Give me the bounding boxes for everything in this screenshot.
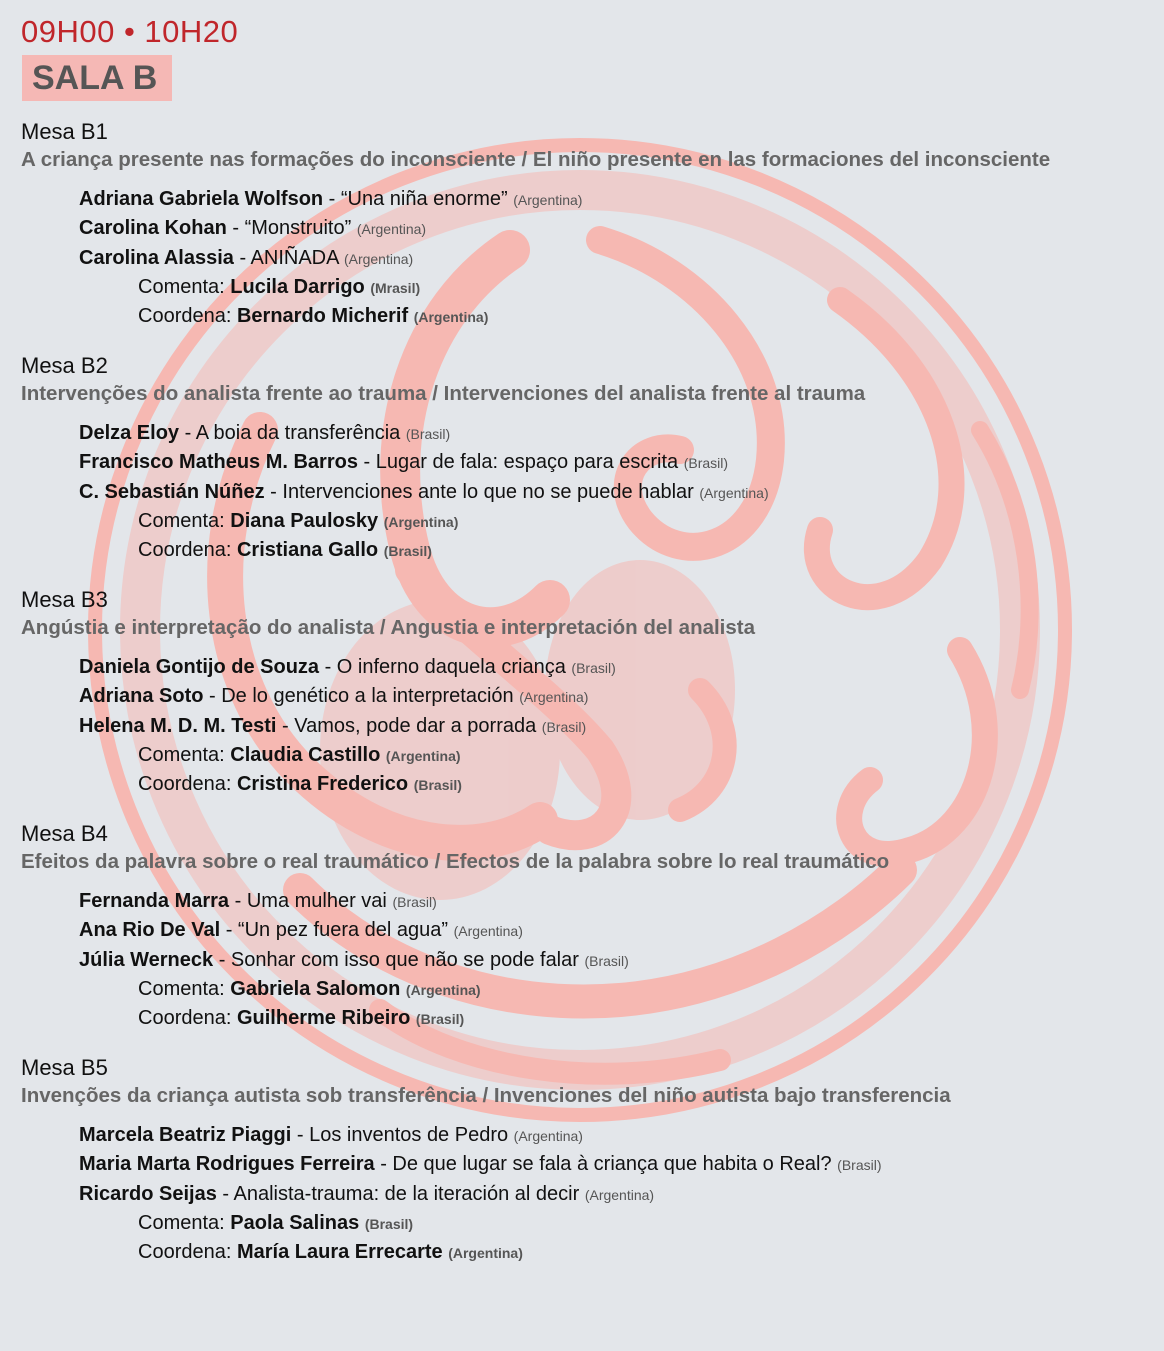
- coordena-entry: [21, 1238, 1151, 1267]
- speaker-name: Ricardo Seijas: [79, 1182, 217, 1205]
- role-label: Comenta:: [138, 1211, 225, 1234]
- talk-entry: [21, 185, 1151, 214]
- session-time: 09H00 • 10H20: [21, 14, 239, 49]
- comenta-name: Gabriela Salomon: [230, 977, 401, 1000]
- mesa-title: Efeitos da palavra sobre o real traumático / Efectos de la palabra sobre lo real traumático: [21, 850, 890, 873]
- talk-title: - “Monstruito”: [226, 217, 352, 240]
- speaker-country: (Argentina): [519, 689, 589, 706]
- speaker-country: (Argentina): [699, 484, 769, 501]
- speaker-country: (Brasil): [541, 718, 587, 735]
- coordena-name: Cristiana Gallo: [236, 539, 379, 562]
- talk-title: - Uma mulher vai: [229, 890, 387, 912]
- mesa-title: Intervenções do analista frente ao trauma / Intervenciones del analista frente al trauma: [21, 382, 866, 405]
- talk-entry: [21, 419, 1151, 448]
- comenta-country: (Argentina): [405, 981, 481, 998]
- talk-entry: [21, 1180, 1151, 1209]
- speaker-country: (Brasil): [683, 455, 729, 472]
- room-badge: SALA B: [22, 55, 172, 101]
- speaker-name: Júlia Werneck: [79, 948, 214, 971]
- coordena-country: (Brasil): [413, 777, 462, 794]
- speaker-list: [21, 419, 1151, 565]
- speaker-country: (Brasil): [392, 894, 437, 910]
- talk-entry: [21, 478, 1151, 507]
- talk-title: - “Una niña enorme”: [323, 188, 508, 210]
- talk-title: - ANIÑADA: [233, 246, 339, 269]
- mesa-label: Mesa B2: [21, 353, 108, 378]
- speaker-country: (Argentina): [513, 192, 583, 208]
- role-label: Comenta:: [138, 743, 225, 766]
- comenta-country: (Argentina): [383, 513, 459, 530]
- comenta-entry: [21, 1209, 1151, 1238]
- mesa-section: [21, 118, 1151, 331]
- speaker-country: (Argentina): [513, 1128, 583, 1144]
- speaker-name: Adriana Soto: [79, 685, 204, 708]
- speaker-country: (Brasil): [837, 1157, 882, 1174]
- talk-title: - Vamos, pode dar a porrada: [276, 714, 537, 737]
- talk-title: - A boia da transferência: [179, 422, 401, 444]
- mesa-label: Mesa B4: [21, 821, 108, 846]
- talk-entry: [21, 916, 1151, 945]
- talk-title: - Lugar de fala: espaço para escrita: [357, 451, 679, 474]
- speaker-country: (Brasil): [405, 426, 451, 442]
- role-label: Coordena:: [138, 773, 232, 796]
- speaker-list: [21, 185, 1151, 331]
- coordena-country: (Argentina): [413, 309, 489, 326]
- role-label: Coordena:: [138, 305, 232, 328]
- speaker-country: (Argentina): [584, 1186, 655, 1203]
- talk-title: - Analista-trauma: de la iteración al decir: [216, 1182, 580, 1205]
- speaker-name: Maria Marta Rodrigues Ferreira: [79, 1153, 375, 1176]
- comenta-entry: [21, 273, 1151, 302]
- speaker-country: (Brasil): [584, 952, 629, 969]
- talk-entry: [21, 448, 1151, 477]
- speaker-name: Fernanda Marra: [79, 890, 230, 912]
- comenta-name: Diana Paulosky: [230, 509, 379, 532]
- mesa-label: Mesa B5: [21, 1055, 108, 1080]
- coordena-entry: [21, 302, 1151, 331]
- coordena-name: Guilherme Ribeiro: [236, 1007, 411, 1030]
- talk-entry: [21, 1121, 1151, 1150]
- speaker-list: [21, 887, 1151, 1033]
- speaker-country: (Brasil): [571, 660, 616, 676]
- mesa-title: Angústia e interpretação do analista / Angustia e interpretación del analista: [21, 616, 756, 639]
- coordena-country: (Brasil): [383, 543, 432, 560]
- speaker-list: [21, 653, 1151, 799]
- speaker-name: Delza Eloy: [79, 422, 180, 444]
- speaker-name: Carolina Kohan: [79, 217, 227, 240]
- speaker-name: Adriana Gabriela Wolfson: [79, 188, 324, 210]
- coordena-country: (Brasil): [415, 1011, 465, 1028]
- talk-entry: [21, 214, 1151, 243]
- speaker-country: (Argentina): [356, 221, 427, 238]
- speaker-list: [21, 1121, 1151, 1267]
- mesa-section: [21, 820, 1151, 1033]
- talk-title: - O inferno daquela criança: [319, 656, 566, 678]
- talk-title: - Intervenciones ante lo que no se puede hablar: [264, 480, 694, 503]
- coordena-name: Cristina Frederico: [236, 773, 409, 796]
- role-label: Comenta:: [138, 509, 225, 532]
- talk-title: - De que lugar se fala à criança que habita o Real?: [374, 1153, 832, 1176]
- mesa-title: Invenções da criança autista sob transferência / Invenciones del niño autista bajo transferencia: [21, 1084, 951, 1107]
- speaker-country: (Argentina): [453, 923, 523, 940]
- mesa-section: [21, 586, 1151, 799]
- comenta-entry: [21, 741, 1151, 770]
- role-label: Coordena:: [138, 539, 232, 562]
- comenta-entry: [21, 507, 1151, 536]
- talk-title: - Sonhar com isso que não se pode falar: [213, 948, 579, 971]
- speaker-name: Daniela Gontijo de Souza: [79, 656, 320, 678]
- comenta-name: Claudia Castillo: [230, 743, 381, 766]
- talk-entry: [21, 887, 1151, 916]
- mesa-label: Mesa B3: [21, 587, 108, 612]
- talk-entry: [21, 682, 1151, 711]
- comenta-country: (Argentina): [385, 747, 461, 764]
- speaker-name: Ana Rio De Val: [79, 919, 221, 942]
- coordena-name: Bernardo Micherif: [236, 305, 409, 328]
- talk-entry: [21, 653, 1151, 682]
- coordena-entry: [21, 536, 1151, 565]
- mesa-label: Mesa B1: [21, 119, 108, 144]
- mesa-section: [21, 352, 1151, 565]
- speaker-name: Marcela Beatriz Piaggi: [79, 1124, 292, 1146]
- talk-title: - De lo genético a la interpretación: [203, 685, 514, 708]
- comenta-entry: [21, 975, 1151, 1004]
- comenta-name: Lucila Darrigo: [230, 275, 365, 298]
- mesa-section: [21, 1054, 1151, 1267]
- speaker-name: Carolina Alassia: [79, 246, 234, 269]
- coordena-entry: [21, 770, 1151, 799]
- role-label: Coordena:: [138, 1241, 232, 1264]
- speaker-name: Francisco Matheus M. Barros: [79, 451, 358, 474]
- speaker-name: C. Sebastián Núñez: [79, 480, 265, 503]
- comenta-country: (Mrasil): [370, 279, 421, 296]
- role-label: Comenta:: [138, 977, 225, 1000]
- speaker-country: (Argentina): [343, 250, 414, 267]
- talk-entry: [21, 244, 1151, 273]
- talk-title: - Los inventos de Pedro: [291, 1124, 509, 1146]
- role-label: Comenta:: [138, 275, 225, 298]
- role-label: Coordena:: [138, 1007, 232, 1030]
- coordena-entry: [21, 1004, 1151, 1033]
- mesa-title: A criança presente nas formações do inconsciente / El niño presente en las formaciones del inconsciente: [21, 148, 1051, 171]
- talk-entry: [21, 712, 1151, 741]
- coordena-name: María Laura Errecarte: [236, 1241, 443, 1264]
- speaker-name: Helena M. D. M. Testi: [79, 714, 277, 737]
- talk-entry: [21, 946, 1151, 975]
- talk-title: - “Un pez fuera del agua”: [220, 919, 449, 942]
- comenta-name: Paola Salinas: [230, 1211, 360, 1234]
- comenta-country: (Brasil): [364, 1215, 414, 1232]
- coordena-country: (Argentina): [448, 1245, 523, 1262]
- talk-entry: [21, 1150, 1151, 1179]
